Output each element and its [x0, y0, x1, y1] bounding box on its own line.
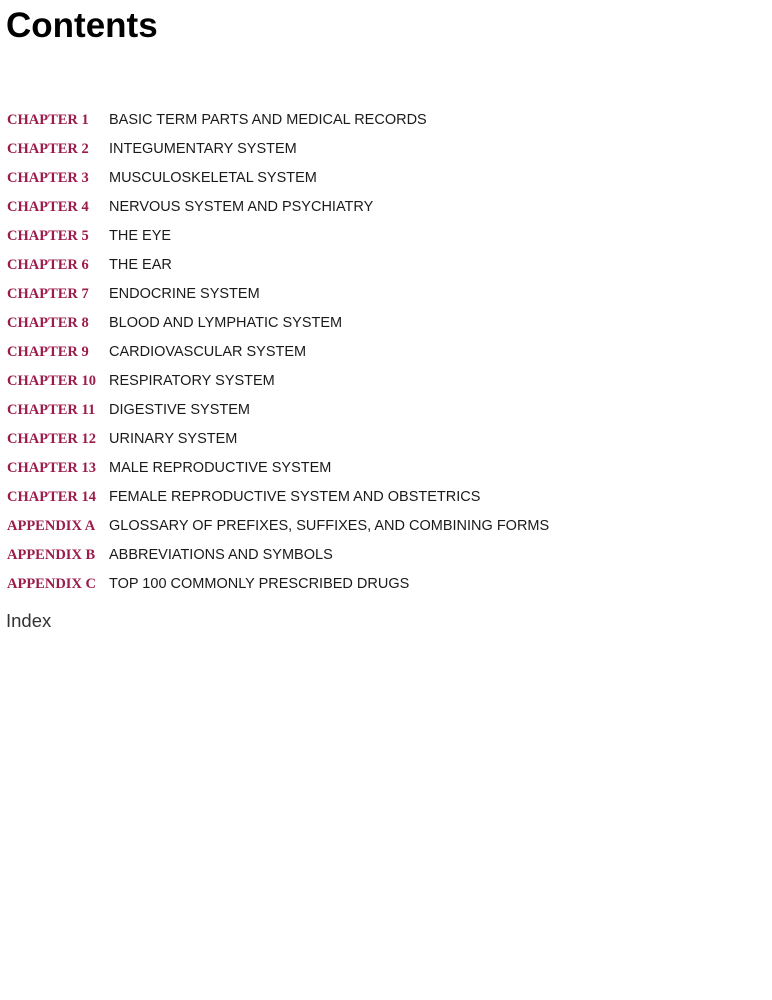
toc-entry-title[interactable]: CARDIOVASCULAR SYSTEM [109, 344, 307, 360]
toc-entry[interactable] [0, 279, 772, 308]
toc-entry-title[interactable]: BASIC TERM PARTS AND MEDICAL RECORDS [109, 112, 427, 128]
toc-entry-title[interactable]: INTEGUMENTARY SYSTEM [109, 141, 297, 157]
toc-entry-label: CHAPTER 2 [7, 141, 89, 157]
toc-entry[interactable] [0, 105, 772, 134]
toc-entry-title[interactable]: THE EAR [109, 257, 172, 273]
toc-entry-label: APPENDIX A [7, 518, 96, 534]
toc-entry-title[interactable]: THE EYE [109, 228, 172, 244]
toc-entry-label: CHAPTER 3 [7, 170, 89, 186]
toc-entry-label: CHAPTER 14 [7, 489, 97, 505]
toc-entry[interactable] [0, 424, 772, 453]
toc-entry[interactable] [0, 134, 772, 163]
toc-entry[interactable] [0, 511, 772, 540]
toc-entry-label: APPENDIX C [7, 576, 97, 592]
toc-entry-label: CHAPTER 8 [7, 315, 89, 331]
toc-entry[interactable] [0, 366, 772, 395]
toc-entry-title[interactable]: MUSCULOSKELETAL SYSTEM [109, 170, 317, 186]
toc-entry[interactable] [0, 221, 772, 250]
toc-entry-title[interactable]: BLOOD AND LYMPHATIC SYSTEM [109, 315, 343, 331]
toc-entry-title[interactable]: ABBREVIATIONS AND SYMBOLS [109, 547, 333, 563]
toc-entry[interactable] [0, 250, 772, 279]
toc-entry[interactable] [0, 163, 772, 192]
toc-entry-label: APPENDIX B [7, 547, 96, 563]
toc-entry[interactable] [0, 308, 772, 337]
toc-entry-title[interactable]: URINARY SYSTEM [109, 431, 238, 447]
table-of-contents [0, 105, 772, 598]
toc-entry-label: CHAPTER 7 [7, 286, 89, 302]
toc-entry[interactable] [0, 337, 772, 366]
toc-entry-title[interactable]: RESPIRATORY SYSTEM [109, 373, 275, 389]
index-link[interactable]: Index [6, 610, 52, 631]
toc-entry[interactable] [0, 540, 772, 569]
toc-entry-label: CHAPTER 12 [7, 431, 97, 447]
toc-entry-label: CHAPTER 6 [7, 257, 89, 273]
toc-entry[interactable] [0, 453, 772, 482]
toc-entry-title[interactable]: TOP 100 COMMONLY PRESCRIBED DRUGS [109, 576, 410, 592]
toc-entry-label: CHAPTER 11 [7, 402, 96, 418]
toc-entry-label: CHAPTER 10 [7, 373, 97, 389]
toc-entry-label: CHAPTER 1 [7, 112, 89, 128]
toc-entry[interactable] [0, 192, 772, 221]
toc-entry-label: CHAPTER 9 [7, 344, 89, 360]
toc-entry-label: CHAPTER 5 [7, 228, 89, 244]
toc-entry-label: CHAPTER 13 [7, 460, 97, 476]
toc-entry-title[interactable]: ENDOCRINE SYSTEM [109, 286, 260, 302]
toc-entry-title[interactable]: MALE REPRODUCTIVE SYSTEM [109, 460, 332, 476]
toc-entry-label: CHAPTER 4 [7, 199, 89, 215]
toc-entry[interactable] [0, 395, 772, 424]
toc-entry-title[interactable]: DIGESTIVE SYSTEM [109, 402, 250, 418]
toc-entry[interactable] [0, 482, 772, 511]
toc-entry-title[interactable]: NERVOUS SYSTEM AND PSYCHIATRY [109, 199, 374, 215]
toc-entry-title[interactable]: FEMALE REPRODUCTIVE SYSTEM AND OBSTETRICS [109, 489, 481, 505]
toc-entry-title[interactable]: GLOSSARY OF PREFIXES, SUFFIXES, AND COMBINING FORMS [109, 518, 550, 534]
page-title: Contents [6, 6, 158, 45]
toc-entry[interactable] [0, 569, 772, 598]
